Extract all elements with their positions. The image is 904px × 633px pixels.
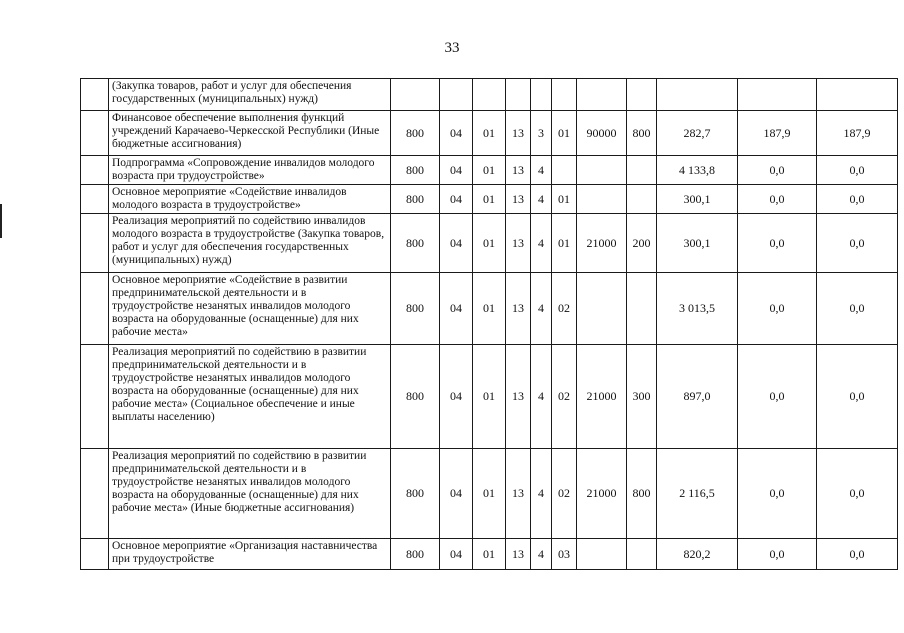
row-description: Реализация мероприятий по содействию в развитии предпринимательской деятельности и в трудоустройстве незанятых инвалидов молодого возраста на оборудованные (оснащенные) для них рабочие места» (Социальное обеспечение и иные выплаты населению) [109,345,391,449]
subprogram-code [531,79,552,111]
section-code: 04 [440,273,473,345]
row-margin-cell [81,273,109,345]
ministry-code: 800 [391,273,440,345]
table-row [81,156,898,185]
amount-3: 187,9 [817,111,898,156]
direction-code [577,79,627,111]
expense-type-code: 800 [627,111,657,156]
program-code: 13 [506,156,531,185]
subprogram-code: 4 [531,273,552,345]
amount-2: 0,0 [738,539,817,570]
event-code [552,79,577,111]
section-code: 04 [440,111,473,156]
table-row [81,345,898,449]
ministry-code [391,79,440,111]
subsection-code: 01 [473,185,506,214]
amount-1: 897,0 [657,345,738,449]
expense-type-code: 300 [627,345,657,449]
subsection-code: 01 [473,156,506,185]
section-code: 04 [440,345,473,449]
subsection-code: 01 [473,273,506,345]
subsection-code [473,79,506,111]
amount-2: 0,0 [738,214,817,273]
subsection-code: 01 [473,345,506,449]
row-margin-cell [81,185,109,214]
amount-1: 2 116,5 [657,449,738,539]
direction-code [577,185,627,214]
row-margin-cell [81,214,109,273]
row-margin-cell [81,156,109,185]
event-code: 01 [552,214,577,273]
row-description: Финансовое обеспечение выполнения функций учреждений Карачаево-Черкесской Республики (Иные бюджетные ассигнования) [109,111,391,156]
event-code: 01 [552,185,577,214]
table-row [81,449,898,539]
program-code: 13 [506,185,531,214]
amount-1 [657,79,738,111]
ministry-code: 800 [391,345,440,449]
section-code: 04 [440,214,473,273]
section-code: 04 [440,449,473,539]
budget-table [80,78,898,570]
amount-1: 820,2 [657,539,738,570]
expense-type-code [627,79,657,111]
subsection-code: 01 [473,539,506,570]
amount-3: 0,0 [817,185,898,214]
ministry-code: 800 [391,156,440,185]
amount-3: 0,0 [817,449,898,539]
direction-code: 21000 [577,449,627,539]
amount-3: 0,0 [817,539,898,570]
amount-2: 0,0 [738,273,817,345]
amount-2: 0,0 [738,156,817,185]
table-row [81,185,898,214]
subprogram-code: 3 [531,111,552,156]
program-code: 13 [506,539,531,570]
amount-3 [817,79,898,111]
expense-type-code [627,273,657,345]
amount-1: 300,1 [657,185,738,214]
amount-2 [738,79,817,111]
event-code: 02 [552,345,577,449]
row-margin-cell [81,449,109,539]
expense-type-code: 200 [627,214,657,273]
program-code: 13 [506,345,531,449]
direction-code [577,539,627,570]
amount-2: 0,0 [738,185,817,214]
event-code: 01 [552,111,577,156]
expense-type-code: 800 [627,449,657,539]
event-code: 02 [552,449,577,539]
direction-code [577,156,627,185]
amount-3: 0,0 [817,345,898,449]
row-description: Основное мероприятие «Содействие в развитии предпринимательской деятельности и в трудоустройстве незанятых инвалидов молодого возраста на оборудованные (оснащенные) для них рабочие места» [109,273,391,345]
ministry-code: 800 [391,111,440,156]
ministry-code: 800 [391,539,440,570]
program-code: 13 [506,214,531,273]
amount-3: 0,0 [817,273,898,345]
section-code [440,79,473,111]
direction-code [577,273,627,345]
table-row [81,214,898,273]
row-description: Основное мероприятие «Содействие инвалидов молодого возраста в трудоустройстве» [109,185,391,214]
amount-3: 0,0 [817,214,898,273]
program-code: 13 [506,273,531,345]
row-description: (Закупка товаров, работ и услуг для обеспечения государственных (муниципальных) нужд) [109,79,391,111]
direction-code: 21000 [577,214,627,273]
subsection-code: 01 [473,449,506,539]
table-row [81,273,898,345]
amount-3: 0,0 [817,156,898,185]
section-code: 04 [440,156,473,185]
direction-code: 21000 [577,345,627,449]
page-number: 33 [444,40,460,56]
ministry-code: 800 [391,449,440,539]
row-description: Реализация мероприятий по содействию в развитии предпринимательской деятельности и в трудоустройстве незанятых инвалидов молодого возраста на оборудованные (оснащенные) для них рабочие места» (Иные бюджетные ассигнования) [109,449,391,539]
table-row [81,539,898,570]
event-code: 02 [552,273,577,345]
amount-1: 4 133,8 [657,156,738,185]
subprogram-code: 4 [531,185,552,214]
section-code: 04 [440,539,473,570]
table-row [81,111,898,156]
row-margin-cell [81,111,109,156]
subprogram-code: 4 [531,214,552,273]
amount-1: 300,1 [657,214,738,273]
row-description: Реализация мероприятий по содействию инвалидов молодого возраста в трудоустройстве (Закупка товаров, работ и услуг для обеспечения государственных (муниципальных) нужд) [109,214,391,273]
event-code: 03 [552,539,577,570]
scan-margin-mark [0,204,2,238]
amount-2: 0,0 [738,345,817,449]
subsection-code: 01 [473,111,506,156]
expense-type-code [627,185,657,214]
subsection-code: 01 [473,214,506,273]
subprogram-code: 4 [531,449,552,539]
program-code: 13 [506,111,531,156]
row-description: Основное мероприятие «Организация наставничества при трудоустройстве [109,539,391,570]
amount-2: 187,9 [738,111,817,156]
amount-1: 282,7 [657,111,738,156]
program-code [506,79,531,111]
row-margin-cell [81,539,109,570]
direction-code: 90000 [577,111,627,156]
table-row [81,79,898,111]
amount-2: 0,0 [738,449,817,539]
subprogram-code: 4 [531,539,552,570]
expense-type-code [627,539,657,570]
ministry-code: 800 [391,214,440,273]
ministry-code: 800 [391,185,440,214]
subprogram-code: 4 [531,156,552,185]
row-margin-cell [81,79,109,111]
expense-type-code [627,156,657,185]
program-code: 13 [506,449,531,539]
row-margin-cell [81,345,109,449]
section-code: 04 [440,185,473,214]
amount-1: 3 013,5 [657,273,738,345]
subprogram-code: 4 [531,345,552,449]
event-code [552,156,577,185]
row-description: Подпрограмма «Сопровождение инвалидов молодого возраста при трудоустройстве» [109,156,391,185]
